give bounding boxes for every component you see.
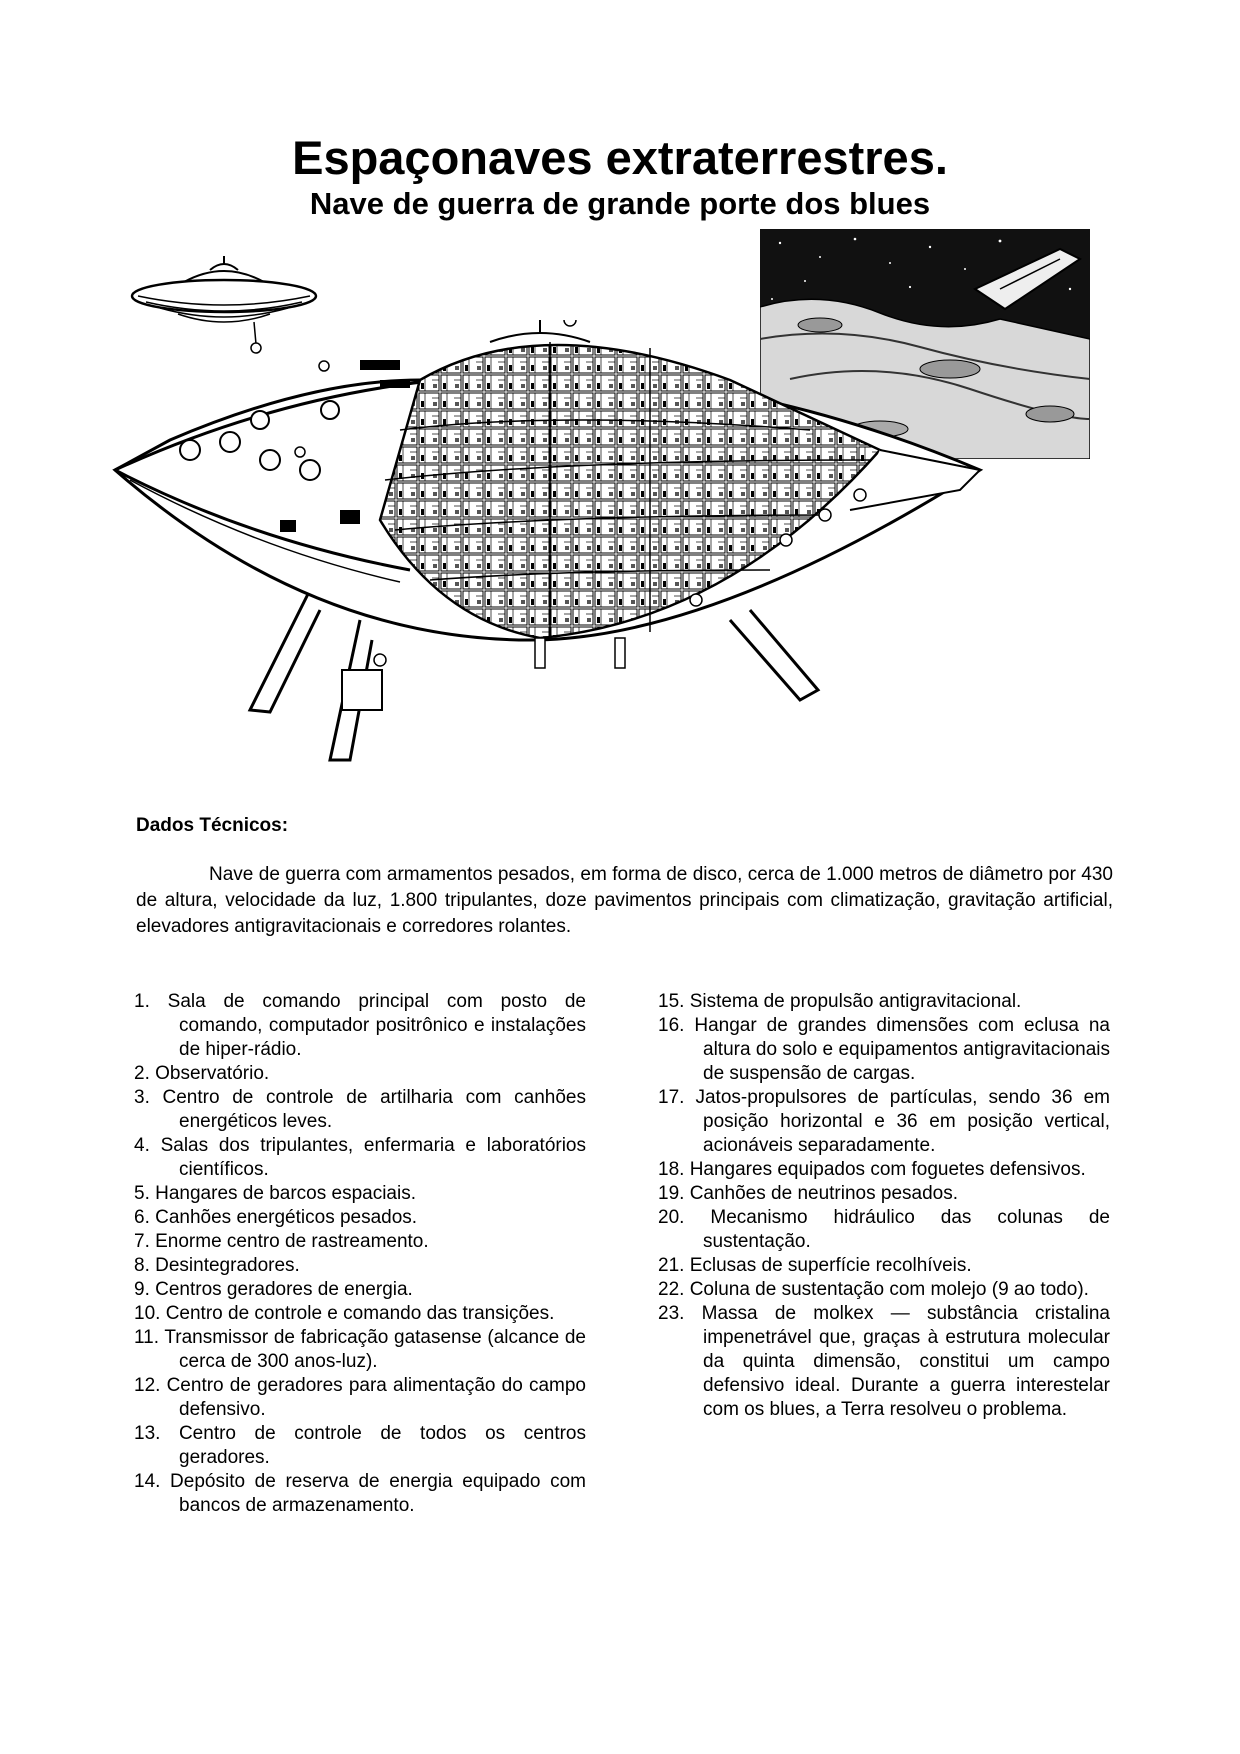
- legend-item: 2. Observatório.: [134, 1063, 270, 1084]
- legend-item: 3. Centro de controle de artilharia com canhões energéticos leves.: [134, 1087, 586, 1132]
- legend-item: 23. Massa de molkex — substância cristalina impenetrável que, graças à estrutura molecular da quinta dimensão, constitui um campo defensivo ideal. Durante a guerra interestelar com os blues, a Terra resolveu o problema.: [658, 1303, 1110, 1420]
- legend-item: 13. Centro de controle de todos os centros geradores.: [134, 1423, 586, 1468]
- page-title: Espaçonaves extraterrestres.: [292, 131, 948, 184]
- legend-item: 17. Jatos-propulsores de partículas, sendo 36 em posição horizontal e 36 em posição vertical, acionáveis separadamente.: [658, 1087, 1110, 1156]
- legend-item: 4. Salas dos tripulantes, enfermaria e laboratórios científicos.: [134, 1135, 586, 1180]
- legend-item: 8. Desintegradores.: [134, 1255, 300, 1276]
- legend-item: 10. Centro de controle e comando das transições.: [134, 1303, 555, 1324]
- legend-item: 18. Hangares equipados com foguetes defensivos.: [658, 1159, 1086, 1180]
- legend-item: 16. Hangar de grandes dimensões com eclusa na altura do solo e equipamentos antigravitacionais de suspensão de cargas.: [658, 1015, 1110, 1084]
- legend-item: 14. Depósito de reserva de energia equipado com bancos de armazenamento.: [134, 1471, 586, 1516]
- ship-cutaway-illustration: [110, 320, 990, 770]
- legend-item: 9. Centros geradores de energia.: [134, 1279, 413, 1300]
- legend-item: 22. Coluna de sustentação com molejo (9 ao todo).: [658, 1279, 1089, 1300]
- legend-item: 20. Mecanismo hidráulico das colunas de sustentação.: [658, 1207, 1110, 1252]
- technical-data-description: Nave de guerra com armamentos pesados, em forma de disco, cerca de 1.000 metros de diâmetro por 430 de altura, velocidade da luz, 1.800 tripulantes, doze pavimentos principais com climatização, gravitação artificial, elevadores antigravitacionais e corredores rolantes.: [136, 864, 1113, 937]
- page-subtitle: Nave de guerra de grande porte dos blues: [309, 186, 931, 221]
- legend-item: 6. Canhões energéticos pesados.: [134, 1207, 418, 1228]
- technical-data-heading: Dados Técnicos:: [136, 815, 289, 836]
- legend-item: 7. Enorme centro de rastreamento.: [134, 1231, 429, 1252]
- legend-item: 5. Hangares de barcos espaciais.: [134, 1183, 416, 1204]
- legend-item: 1. Sala de comando principal com posto de comando, computador positrônico e instalações de hiper-rádio.: [134, 991, 586, 1060]
- legend-list-left: [134, 990, 586, 1518]
- legend-item: 21. Eclusas de superfície recolhíveis.: [658, 1255, 972, 1276]
- legend-item: 11. Transmissor de fabricação gatasense (alcance de cerca de 300 anos-luz).: [134, 1327, 586, 1372]
- legend-list-right: [658, 990, 1110, 1422]
- legend-item: 15. Sistema de propulsão antigravitacional.: [658, 991, 1022, 1012]
- legend-item: 12. Centro de geradores para alimentação do campo defensivo.: [134, 1375, 586, 1420]
- legend-item: 19. Canhões de neutrinos pesados.: [658, 1183, 958, 1204]
